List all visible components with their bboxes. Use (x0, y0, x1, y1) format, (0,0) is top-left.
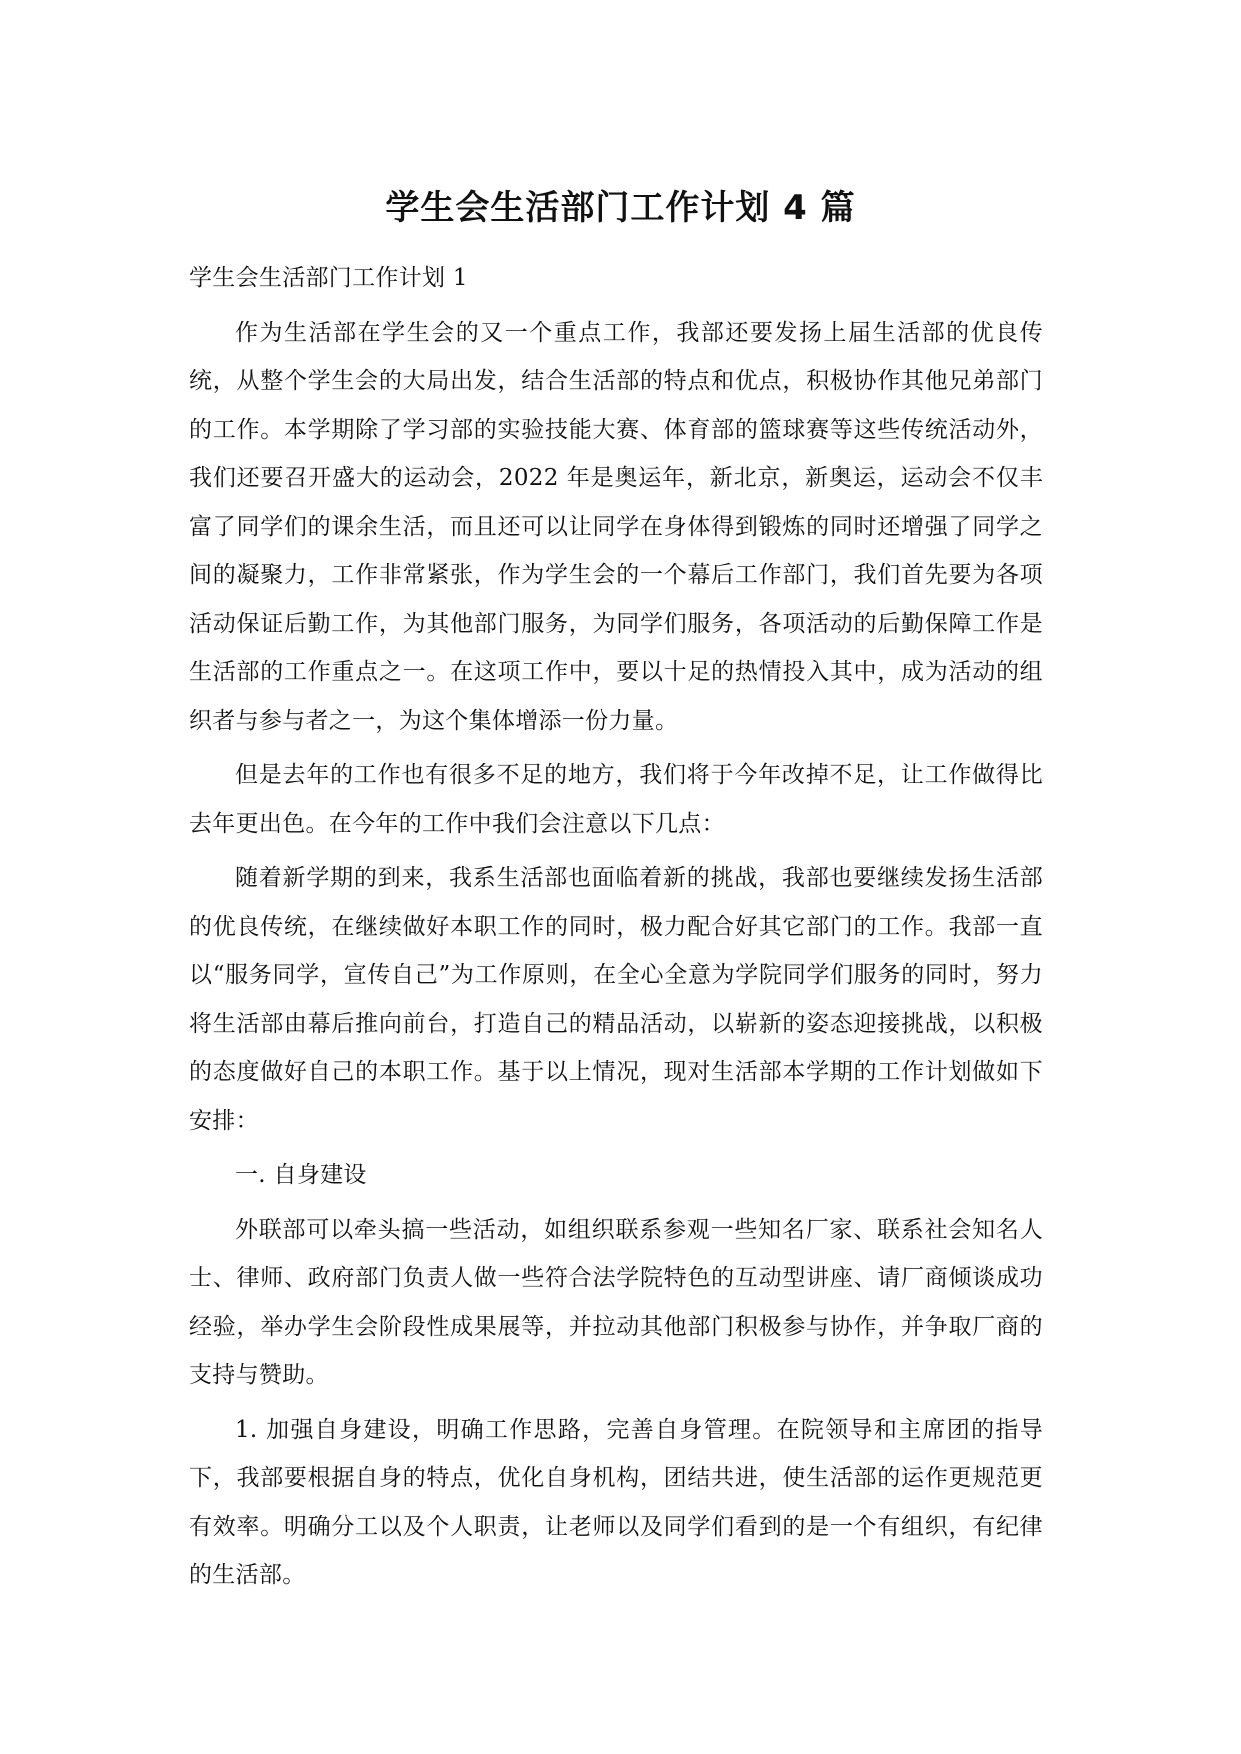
paragraph-2: 但是去年的工作也有很多不足的地方，我们将于今年改掉不足，让工作做得比去年更出色。在今年的工作中我们会注意以下几点： (189, 762, 1043, 837)
paragraph-4: 外联部可以牵头搞一些活动，如组织联系参观一些知名厂家、联系社会知名人士、律师、政府部门负责人做一些符合法学院特色的互动型讲座、请厂商倾谈成功经验，举办学生会阶段性成果展等，并拉动其他部门积极参与协作，并争取厂商的支持与赞助。 (189, 1216, 1043, 1388)
paragraph-3: 随着新学期的到来，我系生活部也面临着新的挑战，我部也要继续发扬生活部的优良传统，在继续做好本职工作的同时，极力配合好其它部门的工作。我部一直以“服务同学，宣传自己”为工作原则，在全心全意为学院同学们服务的同时，努力将生活部由幕后推向前台，打造自己的精品活动，以崭新的姿态迎接挑战，以积极的态度做好自己的本职工作。基于以上情况，现对生活部本学期的工作计划做如下安排： (189, 865, 1043, 1134)
paragraph-5: 1. 加强自身建设，明确工作思路，完善自身管理。在院领导和主席团的指导下，我部要根据自身的特点，优化自身机构，团结共进，使生活部的运作更规范更有效率。明确分工以及个人职责，让老师以及同学们看到的是一个有组织，有纪律的生活部。 (189, 1416, 1043, 1588)
document-body (189, 254, 1043, 1606)
paragraph-1: 作为生活部在学生会的又一个重点工作，我部还要发扬上届生活部的优良传统，从整个学生会的大局出发，结合生活部的特点和优点，积极协作其他兄弟部门的工作。本学期除了学习部的实验技能大赛、体育部的篮球赛等这些传统活动外，我们还要召开盛大的运动会，2022 年是奥运年，新北京，新奥运，运动会不仅丰富了同学们的课余生活，而且还可以让同学在身体得到锻炼的同时还增强了同学之间的凝聚力，工作非常紧张，作为学生会的一个幕后工作部门，我们首先要为各项活动保证后勤工作，为其他部门服务，为同学们服务，各项活动的后勤保障工作是生活部的工作重点之一。在这项工作中，要以十足的热情投入其中，成为活动的组织者与参与者之一，为这个集体增添一份力量。 (189, 319, 1043, 734)
document-title: 学生会生活部门工作计划 4 篇 (385, 188, 856, 228)
section-heading: 学生会生活部门工作计划 1 (189, 265, 468, 291)
section-item-heading: 一. 自身建设 (235, 1162, 367, 1188)
